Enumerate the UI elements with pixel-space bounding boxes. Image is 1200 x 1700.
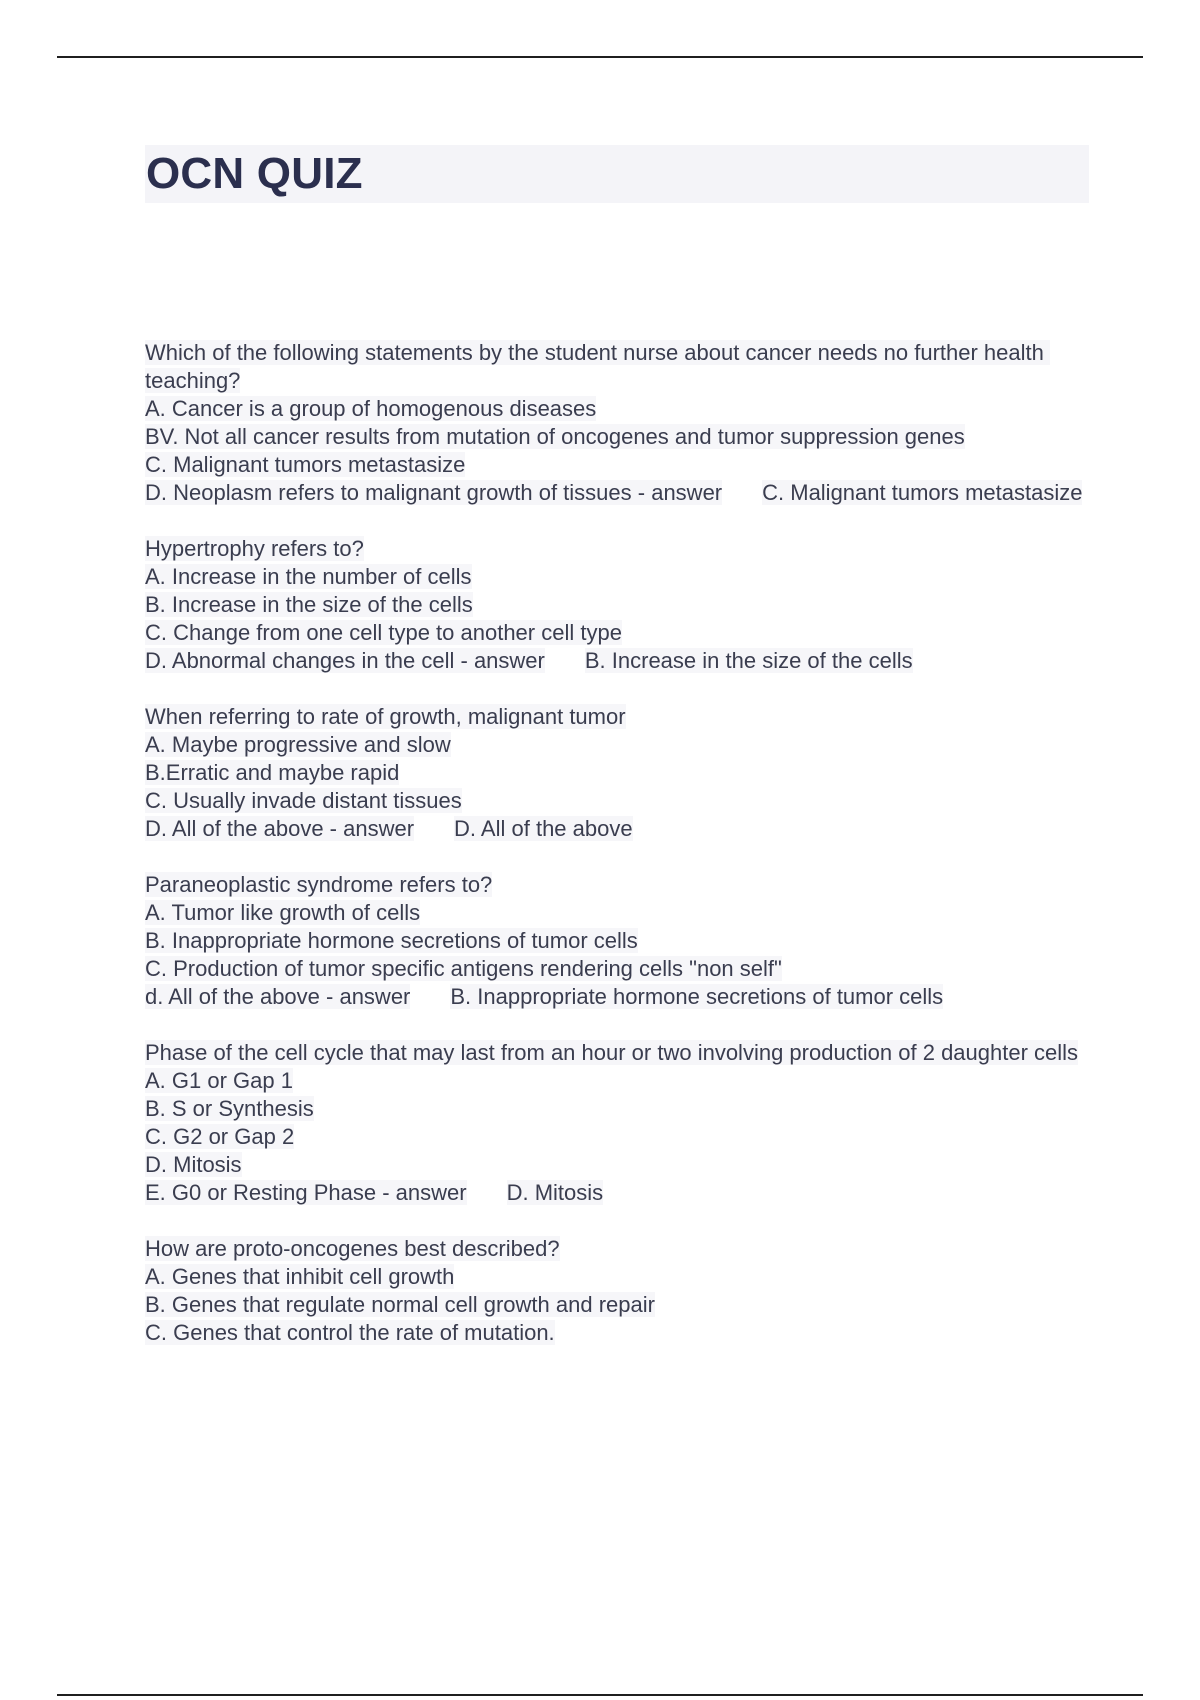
answer-text: D. Mitosis — [506, 1180, 604, 1205]
option: C. Production of tumor specific antigens rendering cells "non self" — [145, 956, 782, 981]
option: D. All of the above - answer — [145, 816, 415, 841]
option: B. Genes that regulate normal cell growth and repair — [145, 1292, 655, 1317]
question-block-6 — [145, 1235, 1090, 1347]
answer-line — [145, 479, 1090, 507]
answer-line — [145, 1179, 1090, 1207]
option: C. Usually invade distant tissues — [145, 788, 462, 813]
question-block-1 — [145, 339, 1090, 507]
question-list — [145, 339, 1090, 1375]
option: E. G0 or Resting Phase - answer — [145, 1180, 467, 1205]
page-title: OCN QUIZ — [146, 149, 363, 198]
question-text: Paraneoplastic syndrome refers to? — [145, 872, 493, 897]
option: D. Abnormal changes in the cell - answer — [145, 648, 545, 673]
question-block-5 — [145, 1039, 1090, 1207]
answer-line — [145, 815, 1090, 843]
answer-text: C. Malignant tumors metastasize — [762, 480, 1083, 505]
question-block-3 — [145, 703, 1090, 843]
question-text: Phase of the cell cycle that may last from an hour or two involving production of 2 daughter cells — [145, 1040, 1079, 1065]
option: A. Tumor like growth of cells — [145, 900, 421, 925]
option: A. Increase in the number of cells — [145, 564, 472, 589]
option: D. Neoplasm refers to malignant growth of tissues - answer — [145, 480, 723, 505]
option: C. G2 or Gap 2 — [145, 1124, 295, 1149]
question-text: When referring to rate of growth, malignant tumor — [145, 704, 626, 729]
answer-text: B. Inappropriate hormone secretions of tumor cells — [450, 984, 944, 1009]
option: A. Cancer is a group of homogenous diseases — [145, 396, 597, 421]
option: A. Genes that inhibit cell growth — [145, 1264, 455, 1289]
option: B. S or Synthesis — [145, 1096, 314, 1121]
answer-text: D. All of the above — [454, 816, 633, 841]
option: D. Mitosis — [145, 1152, 242, 1177]
question-text: Hypertrophy refers to? — [145, 536, 364, 561]
option: C. Genes that control the rate of mutation. — [145, 1320, 555, 1345]
option: B. Increase in the size of the cells — [145, 592, 473, 617]
answer-line — [145, 983, 1090, 1011]
question-text: How are proto-oncogenes best described? — [145, 1236, 560, 1261]
option: A. Maybe progressive and slow — [145, 732, 451, 757]
option: B.Erratic and maybe rapid — [145, 760, 400, 785]
answer-line — [145, 647, 1090, 675]
option: C. Malignant tumors metastasize — [145, 452, 466, 477]
option: d. All of the above - answer — [145, 984, 411, 1009]
option: C. Change from one cell type to another cell type — [145, 620, 622, 645]
footer-rule — [57, 1694, 1143, 1696]
question-block-4 — [145, 871, 1090, 1011]
option: BV. Not all cancer results from mutation of oncogenes and tumor suppression genes — [145, 424, 965, 449]
question-text: Which of the following statements by the student nurse about cancer needs no further health teaching? — [145, 340, 1050, 393]
option: A. G1 or Gap 1 — [145, 1068, 293, 1093]
option: B. Inappropriate hormone secretions of tumor cells — [145, 928, 638, 953]
answer-text: B. Increase in the size of the cells — [584, 648, 913, 673]
question-block-2 — [145, 535, 1090, 675]
header-rule — [57, 56, 1143, 58]
